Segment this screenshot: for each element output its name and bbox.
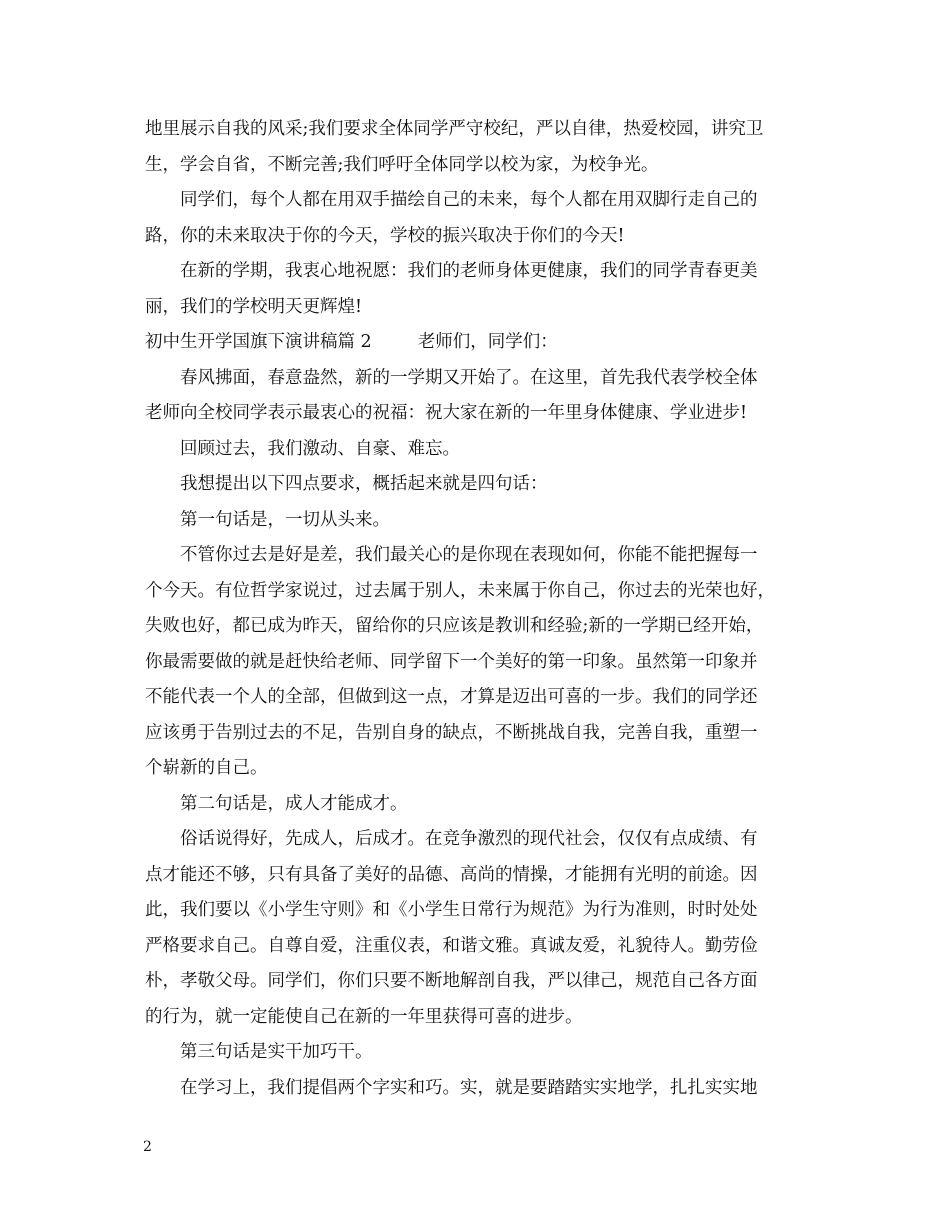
text-line: 的行为，就一定能使自己在新的一年里获得可喜的进步。 <box>145 1006 583 1027</box>
text-line: 回顾过去，我们激动、自豪、难忘。 <box>180 438 460 459</box>
section-heading: 初中生开学国旗下演讲稿篇 2 <box>145 332 372 352</box>
text-line: 点才能还不够，只有具备了美好的品德、高尚的情操，才能拥有光明的前途。因 <box>145 864 758 885</box>
text-line: 不能代表一个人的全部，但做到这一点，才算是迈出可喜的一步。我们的同学还 <box>145 687 758 707</box>
text-line: 此，我们要以《小学生守则》和《小学生日常行为规范》为行为准则，时时处处 <box>145 900 758 920</box>
page-number: 2 <box>143 1139 152 1155</box>
text-line: 严格要求自己。自尊自爱，注重仪表，和谐文雅。真诚友爱，礼貌待人。勤劳俭 <box>145 935 758 956</box>
section-heading-line <box>145 325 815 361</box>
text-line: 第一句话是，一切从头来。 <box>180 509 390 530</box>
text-line: 同学们，每个人都在用双手描绘自己的未来，每个人都在用双脚行走自己的 <box>180 190 758 210</box>
text-line: 个今天。有位哲学家说过，过去属于别人，未来属于你自己，你过去的光荣也好， <box>145 580 775 601</box>
text-line: 春风拂面，春意盎然，新的一学期又开始了。在这里，首先我代表学校全体 <box>180 367 758 388</box>
text-line: 朴，孝敬父母。同学们，你们只要不断地解剖自我，严以律己，规范自己各方面 <box>145 971 758 991</box>
text-line: 在新的学期，我衷心地祝愿：我们的老师身体更健康，我们的同学青春更美 <box>180 261 758 281</box>
text-line: 丽，我们的学校明天更辉煌! <box>145 296 363 317</box>
text-line: 我想提出以下四点要求，概括起来就是四句话： <box>180 474 548 494</box>
text-line: 生，学会自省，不断完善;我们呼吁全体同学以校为家，为校争光。 <box>145 154 659 175</box>
text-line: 俗话说得好，先成人，后成才。在竞争激烈的现代社会，仅仅有点成绩、有 <box>180 829 758 849</box>
text-line: 个崭新的自己。 <box>145 758 268 778</box>
text-line: 不管你过去是好是差，我们最关心的是你现在表现如何，你能不能把握每一 <box>180 545 758 565</box>
text-line: 路，你的未来取决于你的今天，学校的振兴取决于你们的今天! <box>145 225 625 246</box>
text-line: 在学习上，我们提倡两个字实和巧。实，就是要踏踏实实地学，扎扎实实地 <box>180 1077 758 1098</box>
text-line: 你最需要做的就是赶快给老师、同学留下一个美好的第一印象。虽然第一印象并 <box>145 651 758 672</box>
document-page <box>145 112 815 1106</box>
text-line: 老师向全校同学表示最衷心的祝福：祝大家在新的一年里身体健康、学业进步! <box>145 403 748 423</box>
text-line: 第三句话是实干加巧干。 <box>180 1042 373 1062</box>
text-line: 应该勇于告别过去的不足，告别自身的缺点，不断挑战自我，完善自我，重塑一 <box>145 722 758 743</box>
text-line: 失败也好，都已成为昨天，留给你的只应该是教训和经验;新的一学期已经开始， <box>145 616 764 636</box>
greeting: 老师们，同学们： <box>417 332 558 352</box>
text-line: 第二句话是，成人才能成才。 <box>180 793 408 814</box>
text-line: 地里展示自我的风采;我们要求全体同学严守校纪，严以自律，热爱校园，讲究卫 <box>145 119 764 139</box>
